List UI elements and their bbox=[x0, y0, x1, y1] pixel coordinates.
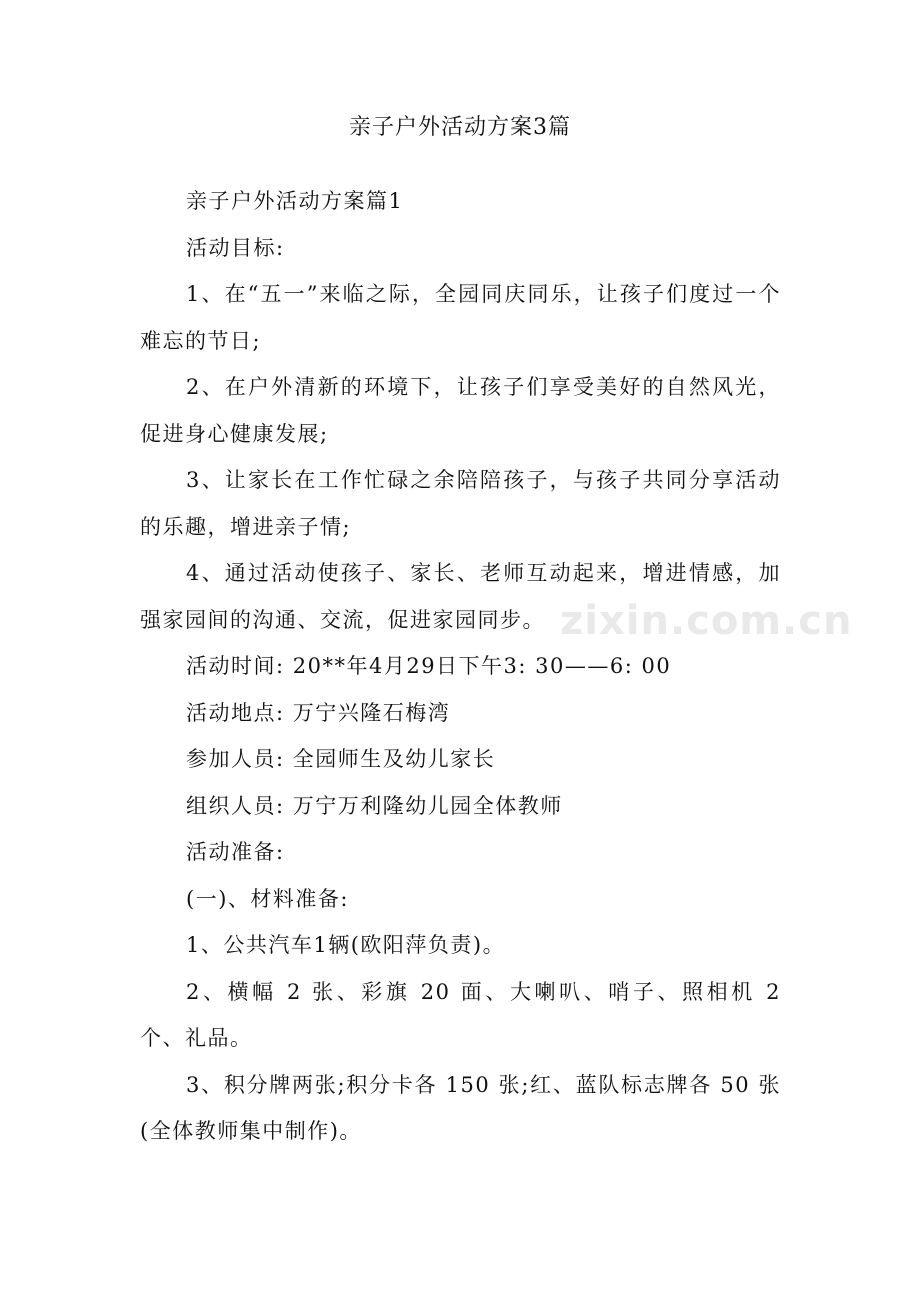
paragraph-goal-3: 3、让家长在工作忙碌之余陪陪孩子，与孩子共同分享活动的乐趣，增进亲子情; bbox=[140, 468, 781, 539]
document-body bbox=[140, 178, 781, 1155]
paragraph-material-1: 1、公共汽车1辆(欧阳萍负责)。 bbox=[186, 933, 506, 957]
paragraph-materials-label: (一)、材料准备: bbox=[186, 886, 349, 911]
section-heading: 亲子户外活动方案篇1 bbox=[186, 189, 404, 213]
paragraph-preparation-label: 活动准备: bbox=[186, 840, 285, 864]
paragraph-location: 活动地点: 万宁兴隆石梅湾 bbox=[186, 700, 451, 725]
paragraph-goal-2: 2、在户外清新的环境下，让孩子们享受美好的自然风光，促进身心健康发展; bbox=[140, 375, 781, 446]
paragraph-participants: 参加人员: 全园师生及幼儿家长 bbox=[186, 747, 496, 771]
document-title: 亲子户外活动方案3篇 bbox=[349, 115, 571, 140]
watermark: zixin.com.cn bbox=[560, 598, 853, 644]
paragraph-goal-1: 1、在“五一”来临之际，全园同庆同乐，让孩子们度过一个难忘的节日; bbox=[140, 282, 781, 353]
paragraph-material-2: 2、横幅 2 张、彩旗 20 面、大喇叭、哨子、照相机 2 个、礼品。 bbox=[140, 979, 781, 1050]
paragraph-organizers: 组织人员: 万宁万利隆幼儿园全体教师 bbox=[186, 793, 563, 818]
paragraph-time: 活动时间: 20**年4月29日下午3: 30——6: 00 bbox=[186, 654, 672, 678]
paragraph-material-3: 3、积分牌两张;积分卡各 150 张;红、蓝队标志牌各 50 张(全体教师集中制作)。 bbox=[140, 1072, 781, 1143]
paragraph-goal-4: 4、通过活动使孩子、家长、老师互动起来，增进情感，加强家园间的沟通、交流，促进家园同步。 bbox=[140, 561, 781, 632]
paragraph-goals-label: 活动目标: bbox=[186, 235, 285, 260]
